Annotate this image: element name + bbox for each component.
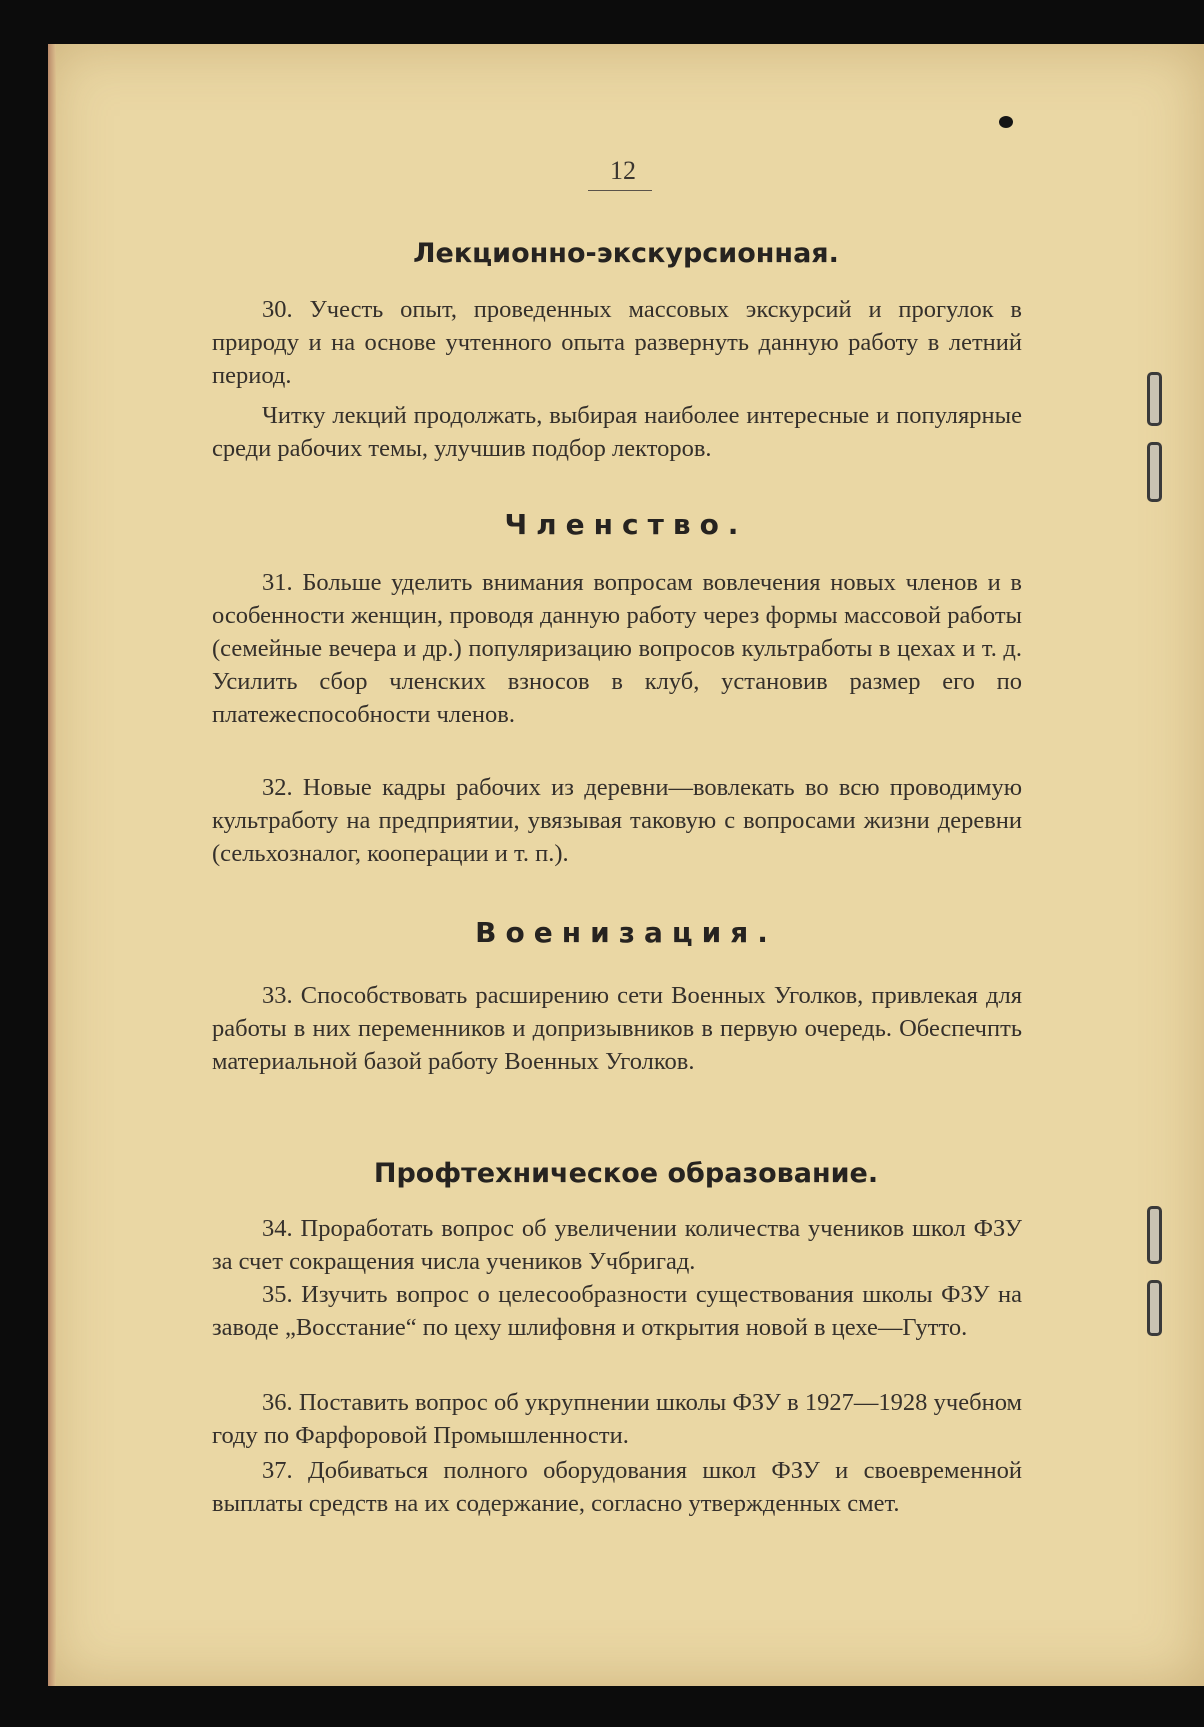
paragraph-34: 34. Проработать вопрос об увеличении количества учеников школ ФЗУ за счет сокращения числа учеников Учбригад. [212, 1215, 1022, 1275]
staple-top-upper [1147, 372, 1162, 426]
paragraph-32: 32. Новые кадры рабочих из деревни—вовлекать во всю проводимую культработу на предприятии, увязывая таковую с вопросами жизни деревни (сельхозналог, кооперации и т. п.). [212, 774, 1022, 867]
section-heading-lectures: Лекционно-экскурсионная. [413, 238, 839, 269]
page-edge [48, 44, 56, 1686]
staple-bottom-lower [1147, 1280, 1162, 1336]
page-number: 12 [610, 156, 636, 185]
page-number-rule [588, 190, 652, 191]
section-heading-vocational: Профтехническое образование. [373, 1158, 879, 1189]
paragraph-lectures: Читку лекций продолжать, выбирая наиболее интересные и популярные среди рабочих темы, улучшив подбор лекторов. [212, 402, 1022, 462]
paragraph-30: 30. Учесть опыт, проведенных массовых экскурсий и прогулок в природу и на основе учтенного опыта развернуть данную работу в летний период. [212, 296, 1022, 389]
document-page [48, 44, 1204, 1686]
staple-top-lower [1147, 442, 1162, 502]
paragraph-31: 31. Больше уделить внимания вопросам вовлечения новых членов и в особенности женщин, проводя данную работу через формы массовой работы (семейные вечера и др.) популяризацию вопросов культработы в цехах и т. д. Усилить сбор членских взносов в клуб, установив размер его по платежеспособности членов. [212, 569, 1022, 728]
ink-spot [999, 116, 1013, 128]
paragraph-36: 36. Поставить вопрос об укрупнении школы ФЗУ в 1927—1928 учебном году по Фарфоровой Промышленности. [212, 1389, 1022, 1449]
section-heading-militarization: Военизация. [475, 916, 777, 949]
paragraph-33: 33. Способствовать расширению сети Военных Уголков, привлекая для работы в них переменников и допризывников в первую очередь. Обеспечпть материальной базой работу Военных Уголков. [212, 982, 1022, 1075]
paragraph-37: 37. Добиваться полного оборудования школ ФЗУ и своевременной выплаты средств на их содержание, согласно утвержденных смет. [212, 1457, 1022, 1517]
section-heading-membership: Членство. [504, 508, 748, 541]
staple-bottom-upper [1147, 1206, 1162, 1264]
paragraph-35: 35. Изучить вопрос о целесообразности существования школы ФЗУ на заводе „Восстание“ по цеху шлифовня и открытия новой в цехе—Гутто. [212, 1281, 1022, 1341]
